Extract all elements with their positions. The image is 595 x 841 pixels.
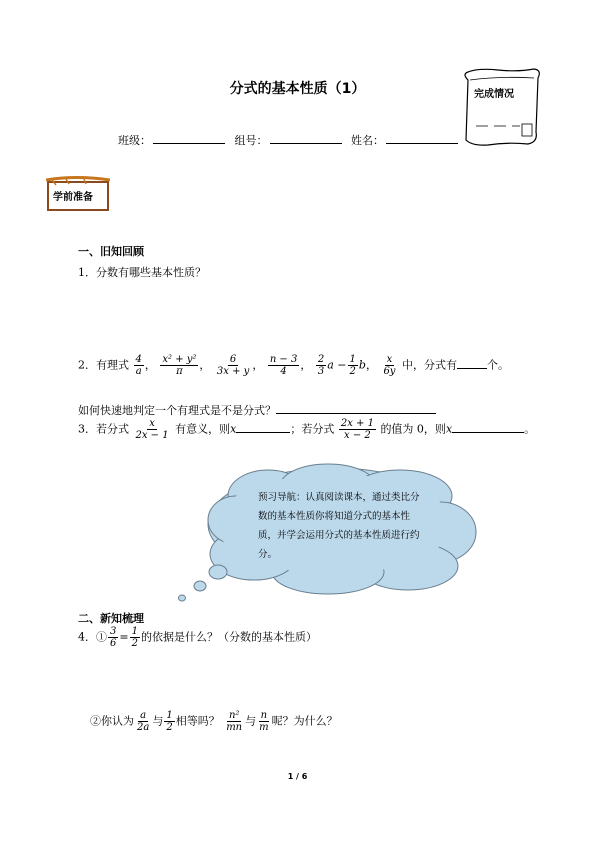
- fraction: $\frac{a}{2a}$: [137, 710, 150, 733]
- fraction: $\frac{1}{2}$: [166, 710, 173, 733]
- class-label: 班级：: [118, 134, 151, 147]
- page-title: 分式的基本性质（1）: [229, 81, 366, 97]
- answer-blank[interactable]: [236, 422, 290, 433]
- group-label: 组号：: [234, 134, 268, 147]
- fraction: $\frac{n - 3}{4}$: [269, 354, 298, 377]
- answer-blank[interactable]: [457, 358, 487, 369]
- page-number: 1 / 6: [287, 772, 308, 781]
- section-title-review: 一、旧知回顾: [78, 245, 144, 258]
- question-2: 2．有理式 $\frac{4}{a}$ ， $\frac{\text{x² + y²}}{\pi}$ ， $\frac{6}{3x + y}$ ， $\frac{n - 3}{4}$ ， $\frac{2}{3}$ a − $\frac{1}{2}$ b， $\frac{x}{6y}$ 中，分式有 个。: [78, 354, 509, 377]
- fraction: $\frac{x}{2x - 1}$: [135, 418, 169, 441]
- group-input[interactable]: [270, 133, 342, 144]
- name-input[interactable]: [386, 133, 458, 144]
- fraction: $\frac{1}{2}$: [131, 626, 138, 649]
- fraction: $\frac{x}{6y}$: [383, 354, 396, 377]
- fraction: $\frac{\text{x² + y²}}{\pi}$: [162, 354, 197, 377]
- question-4b: ②你认为 $\frac{a}{2a}$ 与 $\frac{1}{2}$ 相等吗？ $\frac{\text{n²}}{mn}$ 与 $\frac{n}{m}$ 呢？为什么？: [90, 710, 338, 733]
- fraction: $\frac{1}{2}$: [349, 354, 356, 377]
- name-label: 姓名：: [351, 134, 384, 147]
- fraction: $\frac{n}{m}$: [259, 710, 269, 733]
- fraction: $\frac{2}{3}$: [317, 354, 325, 377]
- fraction: $\frac{6}{3x + y}$: [216, 354, 250, 377]
- question-4: 4．① $\frac{3}{6}$ = $\frac{1}{2}$ 的依据是什么？（分数的基本性质）: [78, 626, 317, 649]
- class-input[interactable]: [153, 133, 225, 144]
- question-3: 3．若分式 $\frac{x}{2x - 1}$ 有意义，则x ；若分式 $\frac{2x + 1}{x - 2}$ 的值为 0，则x 。: [78, 418, 536, 441]
- scroll-frame-icon: [458, 66, 544, 148]
- fraction: $\frac{3}{6}$: [110, 626, 117, 649]
- prep-label: 学前准备: [53, 192, 93, 203]
- question-1: 1．分数有哪些基本性质？: [78, 266, 206, 279]
- answer-blank[interactable]: [452, 422, 524, 433]
- student-info-line: [118, 132, 464, 148]
- question-2b: 如何快速地判定一个有理式是不是分式？: [78, 402, 436, 418]
- answer-blank[interactable]: [276, 403, 436, 414]
- preview-guide-text: 预习导航：认真阅读课本，通过类比分数的基本性质你将知道分式的基本性质，并学会运用分式的基本性质进行约分。: [258, 492, 420, 560]
- section-title-new: 二、新知梳理: [78, 612, 144, 625]
- fraction: $\frac{4}{a}$: [135, 354, 142, 377]
- fraction: $\frac{2x + 1}{x - 2}$: [340, 418, 374, 441]
- completion-label: 完成情况: [474, 89, 514, 100]
- fraction: $\frac{\text{n²}}{mn}$: [226, 710, 243, 733]
